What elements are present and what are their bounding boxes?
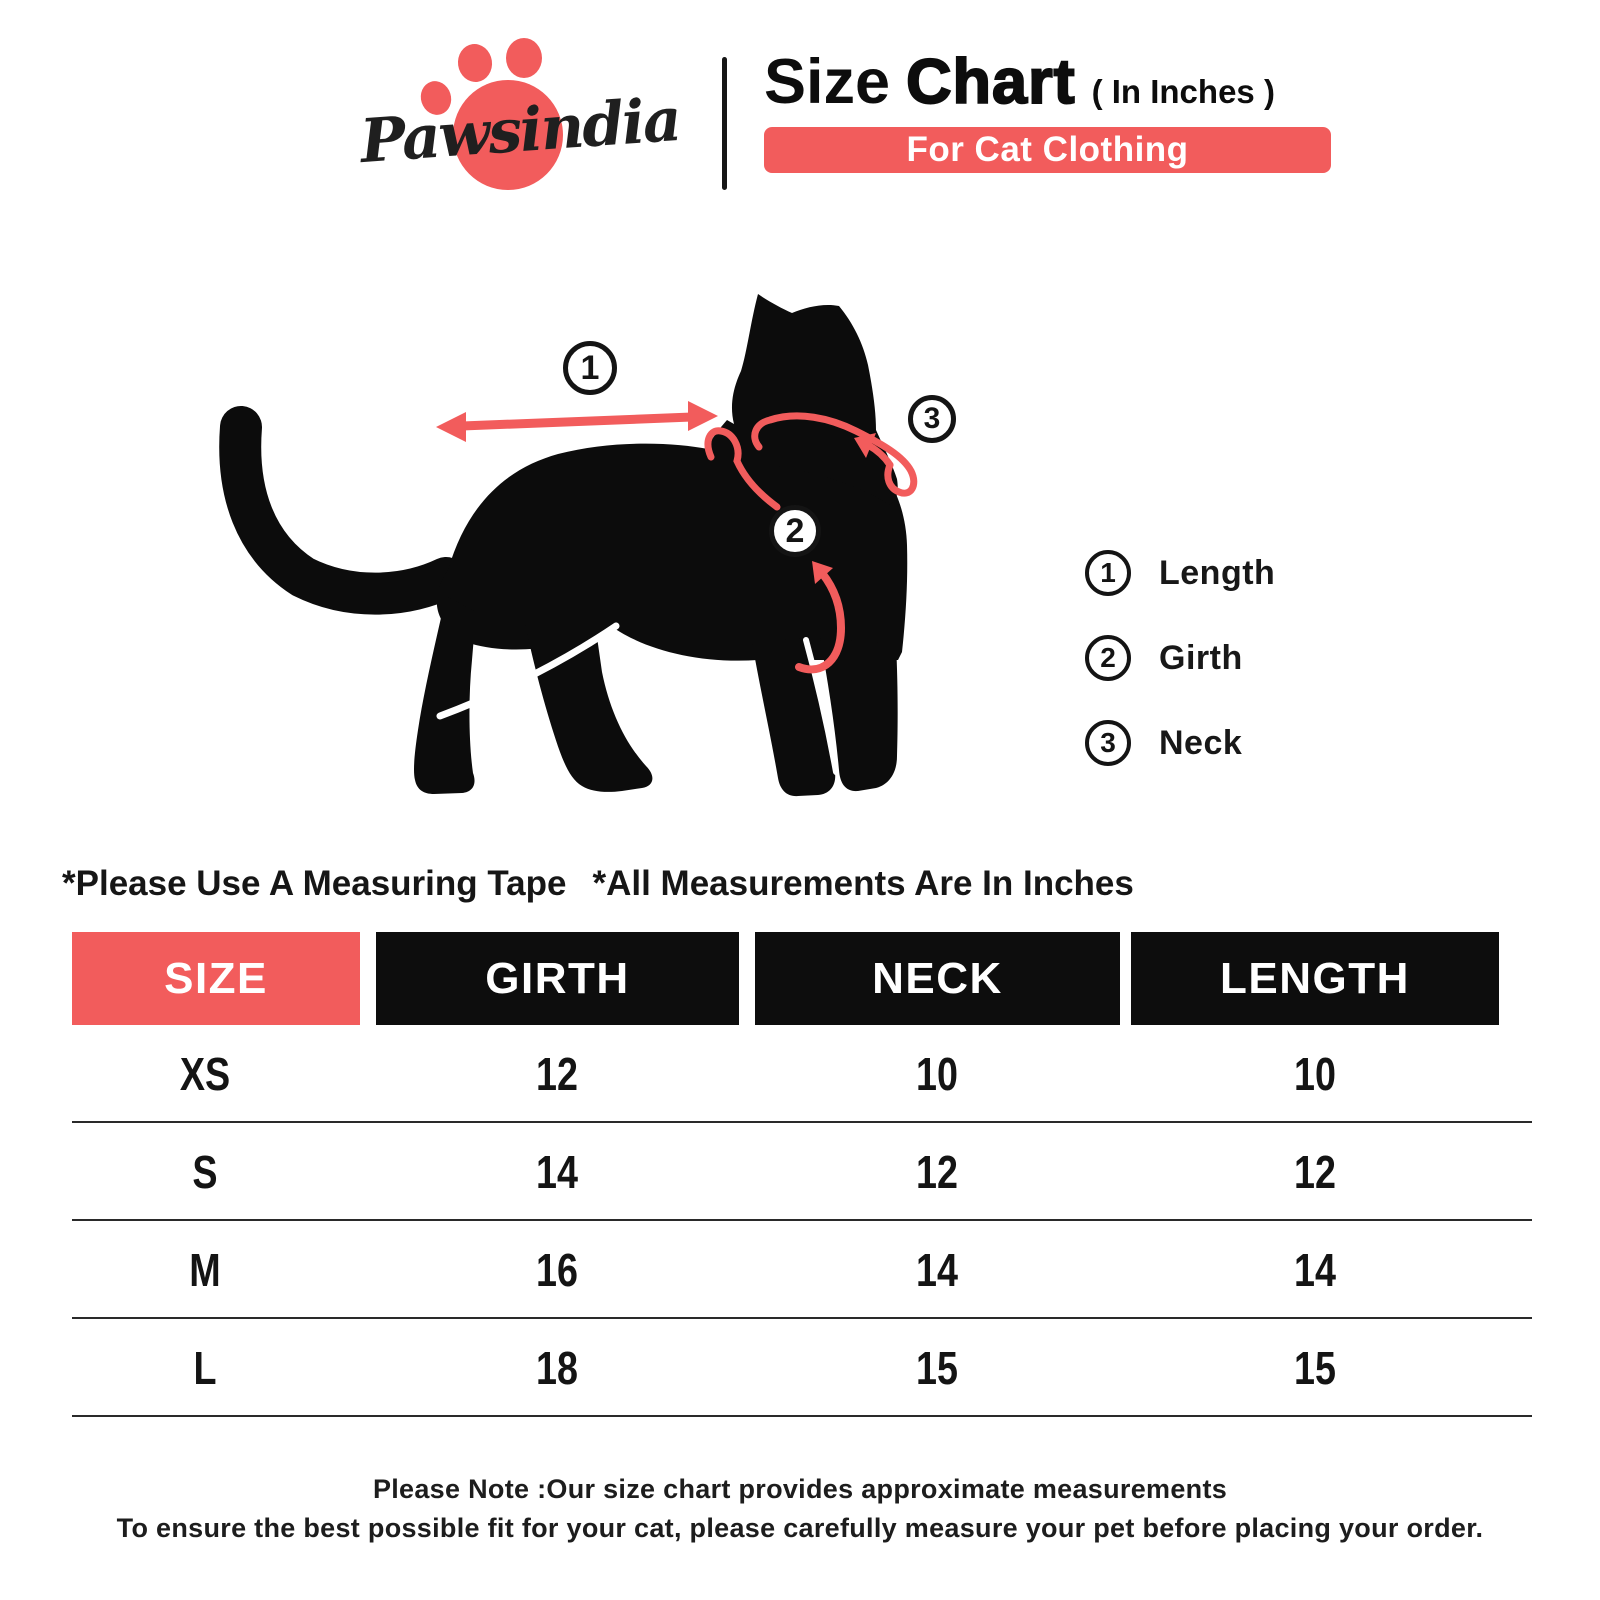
length-arrowhead-right — [688, 401, 718, 431]
cell-girth: 14 — [536, 1146, 578, 1198]
marker-girth: 2 — [769, 505, 821, 557]
title-word-chart: Chart — [906, 47, 1076, 117]
cell-size: L — [193, 1342, 217, 1394]
column-header-neck: NECK — [755, 932, 1120, 1025]
header-divider — [722, 57, 727, 190]
length-arrowhead-left — [436, 412, 466, 442]
cell-neck: 12 — [916, 1146, 958, 1198]
brand-logo-text: Pawsindia — [358, 84, 682, 178]
note-measuring-tape: *Please Use A Measuring Tape — [62, 864, 567, 903]
column-header-size: SIZE — [72, 932, 360, 1025]
cell-neck: 15 — [916, 1342, 958, 1394]
table-row-xs — [72, 1025, 1532, 1123]
table-row-s — [72, 1123, 1532, 1221]
page-title — [764, 46, 1275, 118]
cell-neck: 14 — [916, 1244, 958, 1296]
cell-size: S — [192, 1146, 218, 1198]
legend-number-2: 2 — [1085, 635, 1131, 681]
cell-size: XS — [179, 1048, 231, 1100]
category-banner: For Cat Clothing — [764, 127, 1331, 173]
cell-size: M — [189, 1244, 221, 1296]
cat-tail — [240, 427, 446, 594]
legend-number-1: 1 — [1085, 550, 1131, 596]
legend-item-neck — [1085, 720, 1275, 766]
length-arrow — [462, 417, 692, 426]
cell-girth: 18 — [536, 1342, 578, 1394]
cat-hind-leg-back — [414, 596, 476, 794]
cell-girth: 16 — [536, 1244, 578, 1296]
table-body — [72, 1025, 1532, 1417]
title-units-note: ( In Inches ) — [1091, 73, 1275, 110]
cell-length: 12 — [1294, 1146, 1336, 1198]
legend-item-length — [1085, 550, 1275, 596]
measurement-notes — [62, 864, 1160, 904]
cell-length: 10 — [1294, 1048, 1336, 1100]
legend-label-girth: Girth — [1159, 638, 1243, 677]
column-header-length: LENGTH — [1131, 932, 1499, 1025]
footer-line-2: To ensure the best possible fit for your cat, please carefully measure your pet before placing your order. — [116, 1513, 1484, 1543]
cell-girth: 12 — [536, 1048, 578, 1100]
cell-neck: 10 — [916, 1048, 958, 1100]
footer-line-1: Please Note :Our size chart provides approximate measurements — [372, 1474, 1228, 1504]
marker-neck: 3 — [908, 395, 956, 443]
legend-number-3: 3 — [1085, 720, 1131, 766]
legend-label-neck: Neck — [1159, 723, 1243, 762]
title-word-size: Size — [764, 47, 891, 117]
cell-length: 14 — [1294, 1244, 1336, 1296]
footer-note — [0, 1474, 1600, 1544]
table-row-l — [72, 1319, 1532, 1417]
marker-length: 1 — [563, 341, 617, 395]
legend-item-girth — [1085, 635, 1275, 681]
cell-length: 15 — [1294, 1342, 1336, 1394]
column-header-girth: GIRTH — [376, 932, 739, 1025]
note-units: *All Measurements Are In Inches — [592, 864, 1134, 903]
measurement-legend — [1085, 550, 1275, 805]
legend-label-length: Length — [1159, 553, 1276, 592]
table-row-m — [72, 1221, 1532, 1319]
